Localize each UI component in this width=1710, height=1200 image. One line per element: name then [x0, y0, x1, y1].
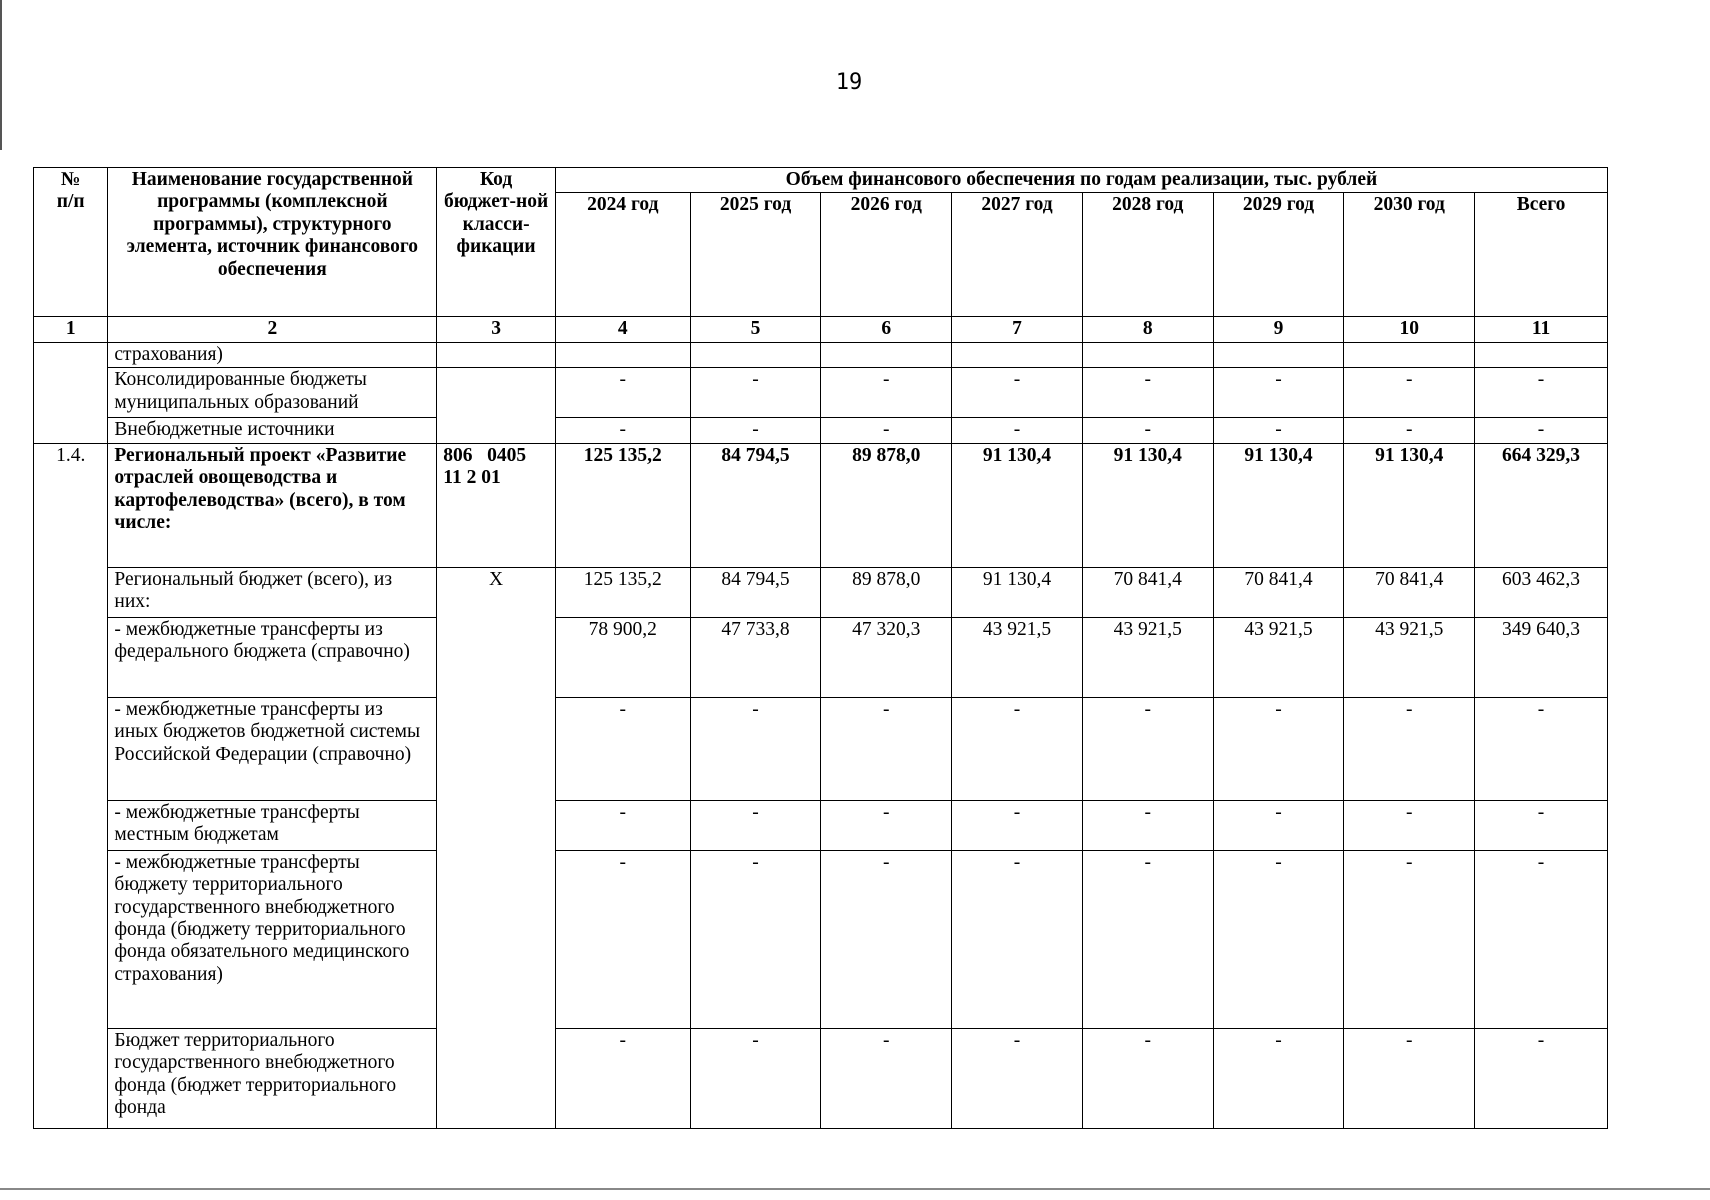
value-cell: - — [1344, 1028, 1475, 1128]
value-cell: - — [952, 850, 1083, 1028]
value-cell: - — [1344, 418, 1475, 443]
value-cell — [690, 342, 821, 367]
value-cell: - — [821, 1028, 952, 1128]
row-name: Консолидированные бюджеты муниципальных образований — [108, 368, 437, 418]
value-cell — [821, 342, 952, 367]
value-cell: - — [1344, 800, 1475, 850]
col-number: 8 — [1082, 317, 1213, 342]
table-row — [34, 800, 1608, 850]
value-cell: - — [1082, 368, 1213, 418]
value-cell: - — [1475, 368, 1608, 418]
row-code: Х — [437, 567, 556, 1128]
value-cell: - — [821, 850, 952, 1028]
header-year: 2029 год — [1213, 193, 1344, 317]
value-cell: - — [555, 418, 690, 443]
value-cell: 84 794,5 — [690, 567, 821, 617]
value-cell: - — [1344, 697, 1475, 800]
row-name: Бюджет территориального государственного внебюджетного фонда (бюджет территориального фонда — [108, 1028, 437, 1128]
col-number: 6 — [821, 317, 952, 342]
value-cell: - — [1082, 800, 1213, 850]
value-cell: - — [952, 418, 1083, 443]
value-cell: - — [690, 1028, 821, 1128]
table-row — [34, 1028, 1608, 1128]
value-cell: - — [1475, 800, 1608, 850]
value-cell: - — [821, 697, 952, 800]
row-code — [437, 368, 556, 443]
header-name: Наименование государственной программы (комплексной программы), структурного элемента, источник финансового обеспечения — [108, 168, 437, 317]
row-name: Региональный проект «Развитие отраслей овощеводства и картофелеводства» (всего), в том числе: — [108, 443, 437, 567]
value-cell: - — [690, 368, 821, 418]
row-name: - межбюджетные трансферты бюджету территориального государственного внебюджетного фонда (бюджету территориального фонда обязательного медицинского страхования) — [108, 850, 437, 1028]
value-cell: - — [1082, 418, 1213, 443]
value-cell: - — [690, 697, 821, 800]
header-year: 2024 год — [555, 193, 690, 317]
value-cell: - — [952, 697, 1083, 800]
header-num: № п/п — [34, 168, 108, 317]
value-cell: - — [1213, 418, 1344, 443]
table-row — [34, 418, 1608, 443]
value-cell: 91 130,4 — [1344, 443, 1475, 567]
value-cell: - — [821, 418, 952, 443]
value-cell: - — [1082, 850, 1213, 1028]
value-cell: 47 733,8 — [690, 617, 821, 697]
value-cell: 89 878,0 — [821, 443, 952, 567]
table-row — [34, 567, 1608, 617]
value-cell: 43 921,5 — [1344, 617, 1475, 697]
scan-edge-bottom — [0, 1188, 1710, 1190]
value-cell: - — [1475, 697, 1608, 800]
value-cell: - — [690, 800, 821, 850]
value-cell — [1344, 342, 1475, 367]
value-cell: 91 130,4 — [952, 443, 1083, 567]
row-code — [437, 342, 556, 367]
value-cell: - — [1213, 368, 1344, 418]
col-number: 7 — [952, 317, 1083, 342]
value-cell: - — [690, 418, 821, 443]
col-number: 2 — [108, 317, 437, 342]
value-cell: 91 130,4 — [1082, 443, 1213, 567]
value-cell: 70 841,4 — [1213, 567, 1344, 617]
value-cell: - — [1213, 1028, 1344, 1128]
value-cell: 84 794,5 — [690, 443, 821, 567]
header-year: 2025 год — [690, 193, 821, 317]
col-number: 4 — [555, 317, 690, 342]
col-number: 10 — [1344, 317, 1475, 342]
row-name: - межбюджетные трансферты местным бюджетам — [108, 800, 437, 850]
col-number: 11 — [1475, 317, 1608, 342]
header-row-1 — [34, 168, 1608, 193]
value-cell: 78 900,2 — [555, 617, 690, 697]
value-cell: - — [555, 850, 690, 1028]
column-numbers-row — [34, 317, 1608, 342]
value-cell — [1082, 342, 1213, 367]
value-cell: 43 921,5 — [1082, 617, 1213, 697]
value-cell: - — [1344, 368, 1475, 418]
value-cell: - — [690, 850, 821, 1028]
value-cell: 603 462,3 — [1475, 567, 1608, 617]
header-volume-title: Объем финансового обеспечения по годам реализации, тыс. рублей — [555, 168, 1607, 193]
value-cell: - — [555, 1028, 690, 1128]
value-cell: - — [1213, 697, 1344, 800]
value-cell: - — [1475, 1028, 1608, 1128]
value-cell: - — [1082, 697, 1213, 800]
table-row — [34, 697, 1608, 800]
row-code: 806 0405 11 2 01 — [437, 443, 556, 567]
value-cell: - — [952, 800, 1083, 850]
value-cell: - — [1475, 418, 1608, 443]
value-cell: 664 329,3 — [1475, 443, 1608, 567]
value-cell: - — [555, 368, 690, 418]
table-row — [34, 342, 1608, 367]
header-year: 2027 год — [952, 193, 1083, 317]
header-year: 2030 год — [1344, 193, 1475, 317]
header-code: Код бюджет-ной класси-фикации — [437, 168, 556, 317]
value-cell: - — [555, 800, 690, 850]
value-cell: 47 320,3 — [821, 617, 952, 697]
value-cell: 89 878,0 — [821, 567, 952, 617]
value-cell: - — [1213, 800, 1344, 850]
table-row — [34, 850, 1608, 1028]
row-name: Региональный бюджет (всего), из них: — [108, 567, 437, 617]
value-cell: 91 130,4 — [1213, 443, 1344, 567]
row-number-cell: 1.4. — [34, 443, 108, 1128]
value-cell: 70 841,4 — [1344, 567, 1475, 617]
row-name: страхования) — [108, 342, 437, 367]
row-name: - межбюджетные трансферты из иных бюджетов бюджетной системы Российской Федерации (справочно) — [108, 697, 437, 800]
header-year: 2026 год — [821, 193, 952, 317]
financing-table — [33, 167, 1608, 1129]
col-number: 5 — [690, 317, 821, 342]
value-cell — [1475, 342, 1608, 367]
value-cell: 43 921,5 — [952, 617, 1083, 697]
col-number: 1 — [34, 317, 108, 342]
value-cell: 43 921,5 — [1213, 617, 1344, 697]
row-name: - межбюджетные трансферты из федерального бюджета (справочно) — [108, 617, 437, 697]
header-total: Всего — [1475, 193, 1608, 317]
value-cell: - — [821, 800, 952, 850]
value-cell — [1213, 342, 1344, 367]
value-cell: 125 135,2 — [555, 567, 690, 617]
value-cell: - — [952, 368, 1083, 418]
table-row — [34, 617, 1608, 697]
table-row-project — [34, 443, 1608, 567]
value-cell — [952, 342, 1083, 367]
row-name: Внебюджетные источники — [108, 418, 437, 443]
value-cell: - — [555, 697, 690, 800]
value-cell: 349 640,3 — [1475, 617, 1608, 697]
page-number: 19 — [835, 70, 863, 95]
table-row — [34, 368, 1608, 418]
value-cell: 91 130,4 — [952, 567, 1083, 617]
value-cell: 125 135,2 — [555, 443, 690, 567]
value-cell: - — [821, 368, 952, 418]
value-cell: - — [1344, 850, 1475, 1028]
row-number-cell — [34, 342, 108, 443]
value-cell: - — [1082, 1028, 1213, 1128]
col-number: 3 — [437, 317, 556, 342]
value-cell: - — [952, 1028, 1083, 1128]
header-year: 2028 год — [1082, 193, 1213, 317]
value-cell — [555, 342, 690, 367]
value-cell: - — [1475, 850, 1608, 1028]
col-number: 9 — [1213, 317, 1344, 342]
value-cell: - — [1213, 850, 1344, 1028]
value-cell: 70 841,4 — [1082, 567, 1213, 617]
